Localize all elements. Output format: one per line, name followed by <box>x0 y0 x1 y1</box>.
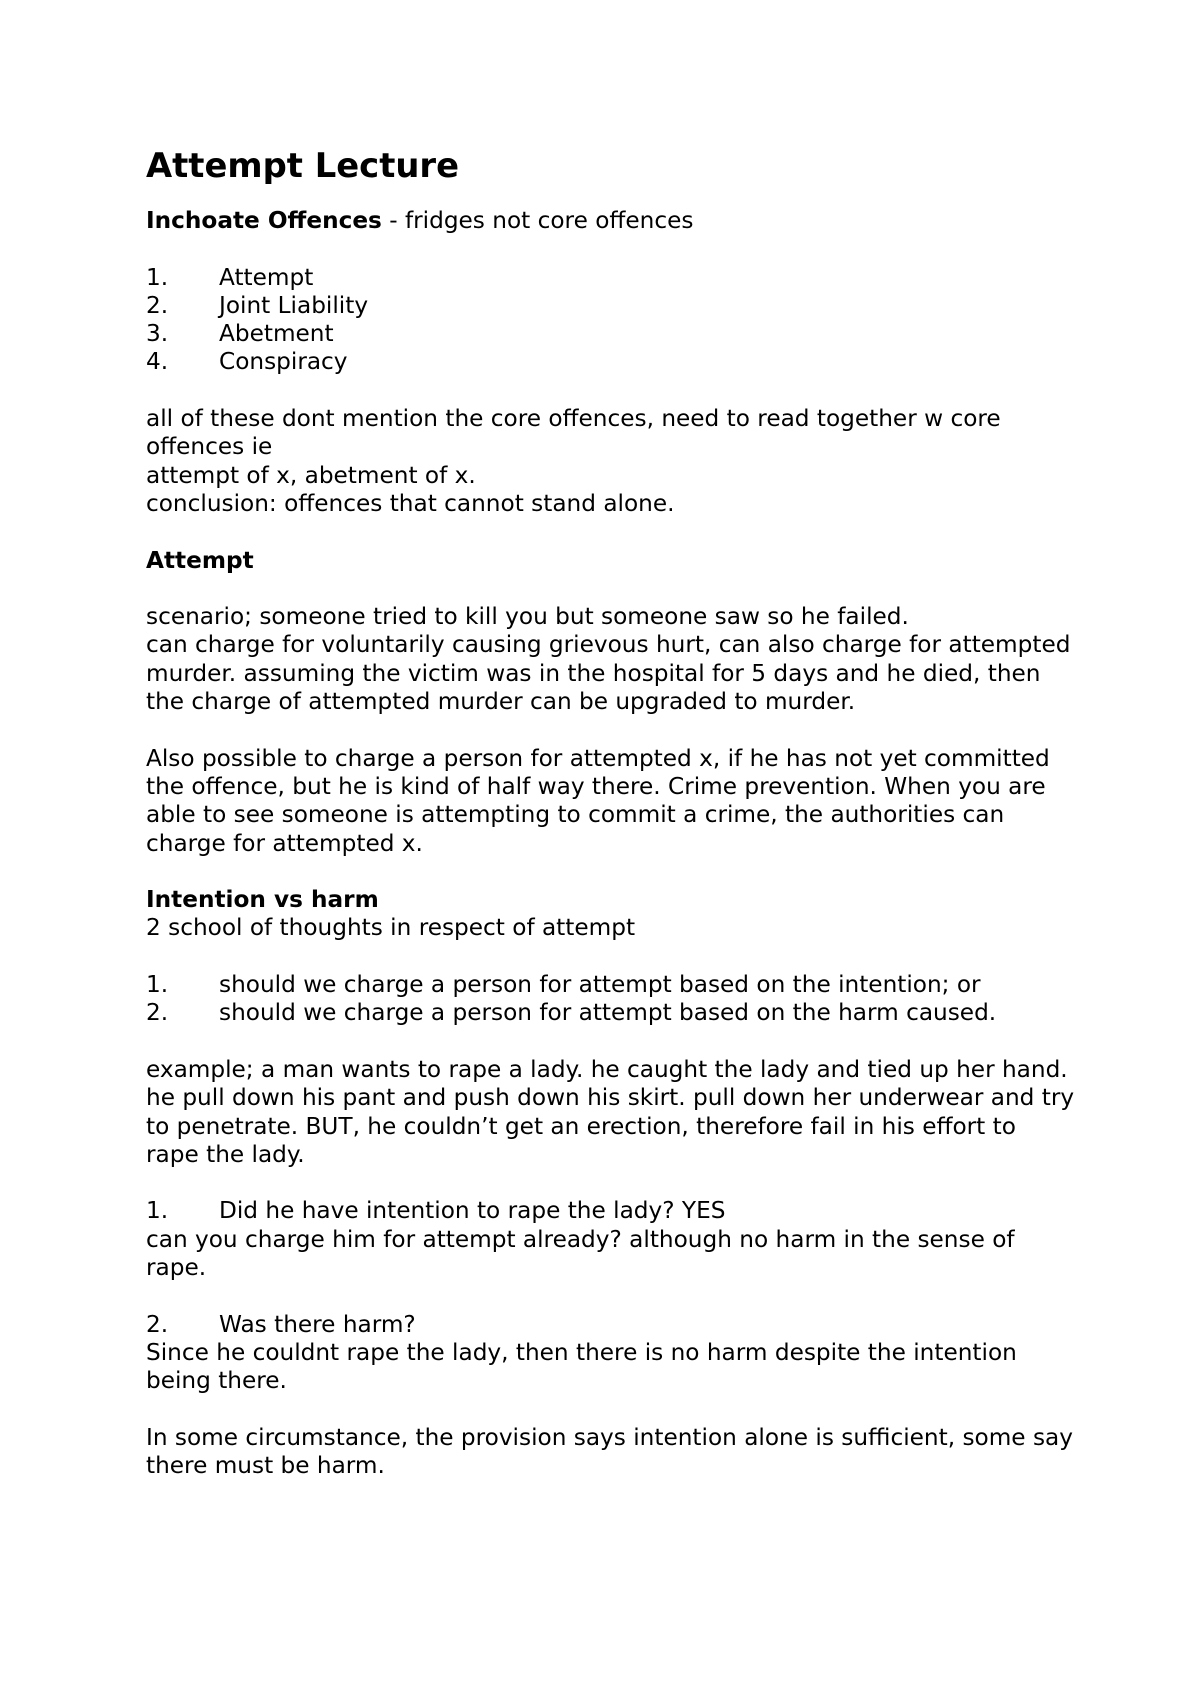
list-text: Conspiracy <box>219 348 348 376</box>
question-number: 1. <box>146 1197 169 1225</box>
question-1-block <box>146 1197 1076 1282</box>
list-number: 2. <box>146 999 169 1027</box>
scenario-line: can charge for voluntarily causing grievous hurt, can also charge for attempted murder. assuming the victim was in the hospital for 5 days and he died, then the charge of attempted murder can be upgraded to murder. <box>146 631 1071 716</box>
summary-line: all of these dont mention the core offences, need to read together w core offences ie <box>146 405 1001 461</box>
schools-intro: 2 school of thoughts in respect of attempt <box>146 914 636 942</box>
question-number: 2. <box>146 1310 169 1338</box>
list-item <box>146 320 1076 348</box>
list-text: Abetment <box>219 320 334 348</box>
question-text: Was there harm? <box>219 1310 416 1338</box>
list-number: 1. <box>146 263 169 291</box>
document-title: Attempt Lecture <box>146 146 460 185</box>
list-item <box>146 999 1076 1027</box>
scenario-line: scenario; someone tried to kill you but someone saw so he failed. <box>146 603 909 631</box>
schools-list <box>146 971 1076 1028</box>
list-text: should we charge a person for attempt based on the harm caused. <box>219 999 997 1027</box>
list-item <box>146 264 1076 292</box>
summary-line: conclusion: offences that cannot stand alone. <box>146 489 675 517</box>
scenario-paragraph <box>146 603 1076 716</box>
conclusion-paragraph: In some circumstance, the provision says intention alone is sufficient, some say there must be harm. <box>146 1423 1073 1480</box>
inchoate-description: - fridges not core offences <box>381 207 694 234</box>
list-text: Joint Liability <box>219 291 369 319</box>
example-paragraph: example; a man wants to rape a lady. he caught the lady and tied up her hand. he pull down his pant and push down his skirt. pull down her underwear and try to penetrate. BUT, he couldn’t get an erection, therefore fail in his effort to rape the lady. <box>146 1055 1075 1168</box>
list-number: 4. <box>146 348 169 376</box>
inchoate-heading: Inchoate Offences <box>146 207 382 234</box>
summary-line: attempt of x, abetment of x. <box>146 461 476 489</box>
also-possible-paragraph: Also possible to charge a person for attempted x, if he has not yet committed the offence, but he is kind of half way there. Crime prevention. When you are able to see someone is attempting to commit a crime, the authorities can charge for attempted x. <box>146 744 1050 857</box>
question-text: Did he have intention to rape the lady? YES <box>219 1197 726 1225</box>
summary-paragraph <box>146 405 1076 518</box>
list-item <box>146 292 1076 320</box>
list-text: should we charge a person for attempt based on the intention; or <box>219 971 981 999</box>
question-item <box>146 1197 1076 1225</box>
list-number: 3. <box>146 320 169 348</box>
attempt-heading: Attempt <box>146 546 254 574</box>
list-item <box>146 971 1076 999</box>
list-number: 1. <box>146 971 169 999</box>
inchoate-paragraph <box>146 207 1076 235</box>
question-answer: can you charge him for attempt already? although no harm in the sense of rape. <box>146 1225 1015 1281</box>
question-2-block <box>146 1311 1076 1396</box>
offences-list <box>146 264 1076 377</box>
intention-heading: Intention vs harm <box>146 886 379 914</box>
list-text: Attempt <box>219 263 314 291</box>
question-answer: Since he couldnt rape the lady, then there is no harm despite the intention being there. <box>146 1338 1017 1395</box>
list-item <box>146 348 1076 376</box>
document-body <box>146 142 1076 1480</box>
question-item <box>146 1311 1076 1339</box>
list-number: 2. <box>146 291 169 319</box>
